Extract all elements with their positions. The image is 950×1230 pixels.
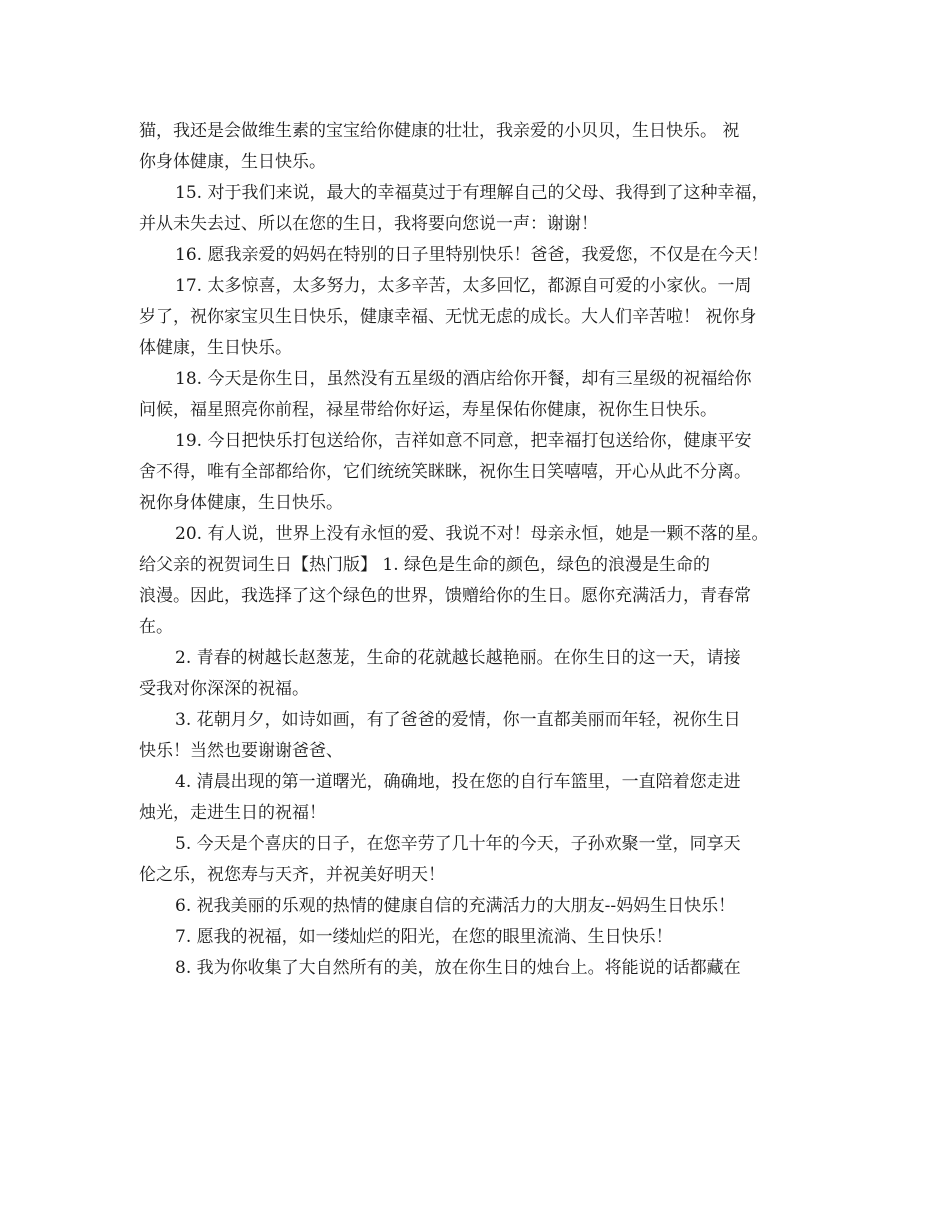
text-line: 4. 清晨出现的第一道曙光，确确地，投在您的自行车篮里，一直陪着您走进 bbox=[175, 772, 741, 792]
text-line: 舍不得，唯有全部都给你，它们统统笑眯眯，祝你生日笑嘻嘻，开心从此不分离。 bbox=[139, 462, 751, 482]
text-line: 15. 对于我们来说，最大的幸福莫过于有理解自己的父母、我得到了这种幸福， bbox=[175, 183, 769, 203]
text-line: 5. 今天是个喜庆的日子，在您辛劳了几十年的今天，子孙欢聚一堂，同享天 bbox=[175, 834, 741, 854]
text-line: 6. 祝我美丽的乐观的热情的健康自信的充满活力的大朋友--妈妈生日快乐！ bbox=[175, 896, 736, 916]
text-line: 快乐！当然也要谢谢爸爸、 bbox=[139, 741, 343, 761]
text-line: 在。 bbox=[139, 617, 173, 637]
text-line: 猫，我还是会做维生素的宝宝给你健康的壮壮，我亲爱的小贝贝，生日快乐。 祝 bbox=[139, 121, 740, 141]
text-line: 18. 今天是你生日，虽然没有五星级的酒店给你开餐，却有三星级的祝福给你 bbox=[175, 369, 752, 389]
text-line: 3. 花朝月夕，如诗如画，有了爸爸的爱情，你一直都美丽而年轻，祝你生日 bbox=[175, 710, 741, 730]
text-line: 问候，福星照亮你前程，禄星带给你好运，寿星保佑你健康，祝你生日快乐。 bbox=[139, 400, 717, 420]
text-line: 祝你身体健康，生日快乐。 bbox=[139, 493, 343, 513]
text-line: 19. 今日把快乐打包送给你，吉祥如意不同意，把幸福打包送给你，健康平安 bbox=[175, 431, 752, 451]
text-line: 给父亲的祝贺词生日【热门版】 1. 绿色是生命的颜色，绿色的浪漫是生命的 bbox=[139, 555, 711, 575]
text-line: 2. 青春的树越长赵葱茏，生命的花就越长越艳丽。在你生日的这一天，请接 bbox=[175, 648, 741, 668]
text-line: 17. 太多惊喜，太多努力，太多辛苦，太多回忆，都源自可爱的小家伙。一周 bbox=[175, 276, 752, 296]
text-line: 体健康，生日快乐。 bbox=[139, 338, 292, 358]
text-line: 浪漫。因此，我选择了这个绿色的世界，馈赠给你的生日。愿你充满活力，青春常 bbox=[139, 586, 751, 606]
document-body bbox=[139, 116, 811, 984]
text-line: 你身体健康，生日快乐。 bbox=[139, 152, 326, 172]
text-line: 8. 我为你收集了大自然所有的美，放在你生日的烛台上。将能说的话都藏在 bbox=[175, 958, 741, 978]
text-line: 受我对你深深的祝福。 bbox=[139, 679, 309, 699]
text-line: 烛光，走进生日的祝福！ bbox=[139, 803, 326, 823]
text-line: 岁了，祝你家宝贝生日快乐，健康幸福、无忧无虑的成长。大人们辛苦啦！ 祝你身 bbox=[139, 307, 757, 327]
text-line: 16. 愿我亲爱的妈妈在特别的日子里特别快乐！爸爸，我爱您，不仅是在今天！ bbox=[175, 245, 769, 265]
text-line: 20. 有人说，世界上没有永恒的爱、我说不对！母亲永恒，她是一颗不落的星。 bbox=[175, 524, 769, 544]
text-line: 伦之乐，祝您寿与天齐，并祝美好明天！ bbox=[139, 865, 445, 885]
text-line: 7. 愿我的祝福，如一缕灿烂的阳光，在您的眼里流淌、生日快乐！ bbox=[175, 927, 673, 947]
text-line: 并从未失去过、所以在您的生日，我将要向您说一声：谢谢！ bbox=[139, 214, 598, 234]
